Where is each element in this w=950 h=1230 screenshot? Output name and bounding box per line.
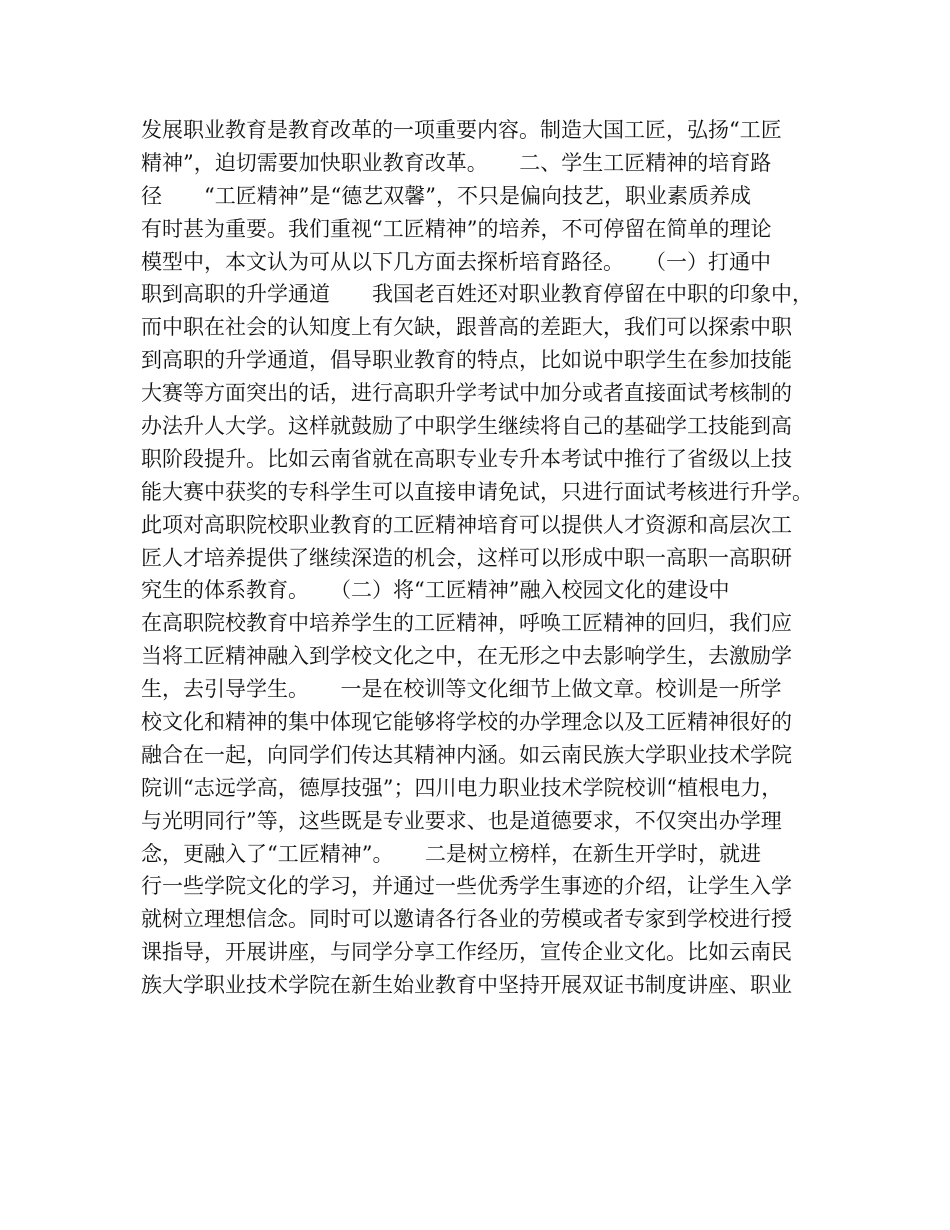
text-line: 融合在一起，向同学们传达其精神内涵。如云南民族大学职业技术学院 bbox=[141, 742, 792, 767]
text-line: 究生的体系教育。 （二）将“工匠精神”融入校园文化的建设中 bbox=[141, 578, 730, 603]
text-line: 有时甚为重要。我们重视“工匠精神”的培养，不可停留在简单的理论 bbox=[141, 216, 772, 241]
text-line: 模型中，本文认为可从以下几方面去探析培育路径。 （一）打通中 bbox=[141, 249, 771, 274]
text-line: 大赛等方面突出的话，进行高职升学考试中加分或者直接面试考核制的 bbox=[141, 381, 792, 406]
text-line: 课指导，开展讲座，与同学分享工作经历，宣传企业文化。比如云南民 bbox=[141, 940, 792, 965]
text-line: 能大赛中获奖的专科学生可以直接申请免试，只进行面试考核进行升学。 bbox=[141, 479, 813, 504]
text-line: 到高职的升学通道，倡导职业教育的特点，比如说中职学生在参加技能 bbox=[141, 348, 792, 373]
text-line: 办法升人大学。这样就鼓励了中职学生继续将自己的基础学工技能到高 bbox=[141, 414, 792, 439]
text-line: 生，去引导学生。 一是在校训等文化细节上做文章。校训是一所学 bbox=[141, 677, 782, 702]
text-line: 此项对高职院校职业教育的工匠精神培育可以提供人才资源和高层次工 bbox=[141, 512, 792, 537]
text-line: 与光明同行”等，这些既是专业要求、也是道德要求，不仅突出办学理 bbox=[141, 808, 782, 833]
text-line: 就树立理想信念。同时可以邀请各行各业的劳模或者专家到学校进行授 bbox=[141, 907, 792, 932]
text-line: 念，更融入了“工匠精神”。 二是树立榜样，在新生开学时，就进 bbox=[141, 841, 761, 866]
text-line: 行一些学院文化的学习，并通过一些优秀学生事迹的介绍，让学生入学 bbox=[141, 874, 792, 899]
text-line: 精神”，迫切需要加快职业教育改革。 二、学生工匠精神的培育路 bbox=[141, 150, 772, 175]
text-line: 径 “工匠精神”是“德艺双馨”，不只是偏向技艺，职业素质养成 bbox=[141, 183, 751, 208]
text-line: 校文化和精神的集中体现它能够将学校的办学理念以及工匠精神很好的 bbox=[141, 710, 792, 735]
text-line: 发展职业教育是教育改革的一项重要内容。制造大国工匠，弘扬“工匠 bbox=[141, 118, 782, 142]
body-text bbox=[141, 114, 817, 1002]
text-line: 在高职院校教育中培养学生的工匠精神，呼唤工匠精神的回归，我们应 bbox=[141, 611, 792, 636]
text-line: 当将工匠精神融入到学校文化之中，在无形之中去影响学生，去激励学 bbox=[141, 644, 792, 669]
text-line: 匠人才培养提供了继续深造的机会，这样可以形成中职一高职一高职研 bbox=[141, 545, 792, 570]
text-line: 而中职在社会的认知度上有欠缺，跟普高的差距大，我们可以探索中职 bbox=[141, 315, 792, 340]
text-line: 族大学职业技术学院在新生始业教育中坚持开展双证书制度讲座、职业 bbox=[141, 973, 792, 998]
text-line: 院训“志远学高，德厚技强”；四川电力职业技术学院校训“植根电力， bbox=[141, 775, 783, 800]
text-line: 职到高职的升学通道 我国老百姓还对职业教育停留在中职的印象中， bbox=[141, 282, 813, 307]
text-line: 职阶段提升。比如云南省就在高职专业专升本考试中推行了省级以上技 bbox=[141, 446, 792, 471]
